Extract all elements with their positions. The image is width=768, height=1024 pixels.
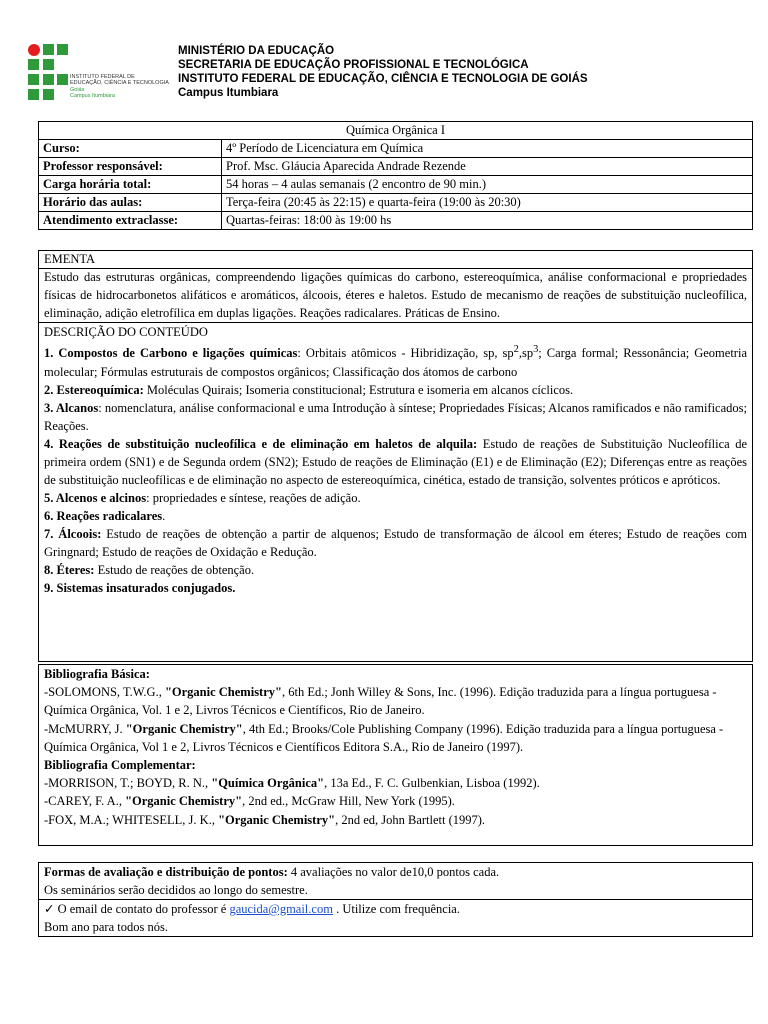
seminar-line: Os seminários serão decididos ao longo do semestre.: [44, 883, 308, 897]
ministry-line-4: Campus Itumbiara: [178, 87, 279, 99]
evaluation-box: [38, 862, 753, 900]
row-label: Horário das aulas:: [39, 194, 222, 212]
ministry-line-1: MINISTÉRIO DA EDUCAÇÃO: [178, 45, 335, 57]
row-label: Atendimento extraclasse:: [39, 212, 222, 230]
table-row: [39, 212, 753, 230]
content-item: 2. Estereoquímica: Moléculas Quirais; Isomeria constitucional; Estrutura e isomeria em alcanos cíclicos.: [44, 382, 574, 397]
table-row: [39, 194, 753, 212]
evaluation-line: Formas de avaliação e distribuição de pontos: 4 avaliações no valor de10,0 pontos cada.: [44, 865, 500, 879]
closing-line: Bom ano para todos nós.: [44, 920, 168, 934]
course-title: Química Orgânica I: [39, 122, 753, 140]
item-title: 9. Sistemas insaturados conjugados.: [44, 580, 236, 595]
contact-box: [38, 899, 753, 937]
bibliography-box: [38, 664, 753, 846]
syllabus-box: [38, 250, 753, 662]
row-value: Quartas-feiras: 18:00 às 19:00 hs: [222, 212, 753, 230]
row-value: 4º Período de Licenciatura em Química: [222, 140, 753, 158]
table-row: [39, 176, 753, 194]
item-title: 2. Estereoquímica:: [44, 382, 144, 397]
bibliography-entry: -McMURRY, J. "Organic Chemistry", 4th Ed.; Brooks/Cole Publishing Company (1996). Edição traduzida para a língua portuguesa - Química Orgânica, Vol 1 e 2, Livros Técnicos e Científicos Editora S.A., Rio de Janeiro (1997).: [44, 721, 724, 754]
ementa-text: Estudo das estruturas orgânicas, compreendendo ligações químicas do carbono, estereoquímica, análise conformacional e propriedades físicas de hidrocarbonetos alifáticos e aromáticos, álcoois, éteres e haletos. Estudo de mecanismo de reações de substituição nucleofílica, eliminação, adição eletrofílica em duplas ligações. Reações radicalares. Práticas de Ensino.: [39, 269, 752, 323]
item-title: 3. Alcanos: [44, 400, 99, 415]
logo-line-1: INSTITUTO FEDERAL DE: [70, 74, 135, 80]
bibliography-entry: -SOLOMONS, T.W.G., "Organic Chemistry", 6th Ed.; Jonh Willey & Sons, Inc. (1996). Edição traduzida para a língua portuguesa - Química Orgânica, Vol. 1 e 2, Livros Técnicos e Científicos, Rio de Janeiro.: [44, 685, 717, 718]
bibliography-entry: -MORRISON, T.; BOYD, R. N., "Química Orgânica", 13a Ed., F. C. Gulbenkian, Lisboa (1992).: [44, 776, 540, 791]
content-item: 5. Alcenos e alcinos: propriedades e síntese, reações de adição.: [44, 490, 361, 505]
contact-line: ✓ O email de contato do professor é gaucida@gmail.com . Utilize com frequência.: [44, 902, 460, 916]
row-value: Prof. Msc. Gláucia Aparecida Andrade Rezende: [222, 158, 753, 176]
item-title: 5. Alcenos e alcinos: [44, 490, 147, 505]
bibliography-entry: -CAREY, F. A., "Organic Chemistry", 2nd ed., McGraw Hill, New York (1995).: [44, 794, 455, 809]
course-title-row: [39, 122, 753, 140]
row-value: 54 horas – 4 aulas semanais (2 encontro de 90 min.): [222, 176, 753, 194]
content-item: 4. Reações de substituição nucleofílica e de eliminação em haletos de alquila: Estudo de reações de Substituição Nucleofílica de primeira ordem (SN1) e de Segunda ordem (SN2); Estudo de reações de Eliminação (E1) e de Eliminação (E2); Diferenças entre as reações de substituição nucleofílicas e de eliminação no aspecto de estereoquímica, cinética, estado de transição, solventes próticos e apróticos.: [44, 436, 747, 487]
table-row: [39, 140, 753, 158]
row-value: Terça-feira (20:45 às 22:15) e quarta-feira (19:00 às 20:30): [222, 194, 753, 212]
content-item: 8. Éteres: Estudo de reações de obtenção.: [44, 562, 255, 577]
bibliography-comp-heading: Bibliografia Complementar:: [44, 758, 196, 773]
row-label: Professor responsável:: [39, 158, 222, 176]
item-title: 8. Éteres:: [44, 562, 95, 577]
row-label: Curso:: [39, 140, 222, 158]
content-item: 3. Alcanos: nomenclatura, análise conformacional e uma Introdução à síntese; Propriedades Físicas; Alcanos ramificados e não ramificados; Reações.: [44, 400, 747, 433]
item-title: 4. Reações de substituição nucleofílica e de eliminação em haletos de alquila:: [44, 436, 478, 451]
bibliography-entry: -FOX, M.A.; WHITESELL, J. K., "Organic Chemistry", 2nd ed, John Bartlett (1997).: [44, 812, 486, 827]
logo-text: [70, 74, 169, 100]
table-row: [39, 158, 753, 176]
content-item: 1. Compostos de Carbono e ligações químicas: Orbitais atômicos - Hibridização, sp, $sp^2,sp^3$; Carga formal; Ressonância; Geometria molecular; Fórmulas estruturais de compostos orgânicos; Classificação dos átomos de carbono: [44, 344, 747, 379]
logo-line-4: Campus Itumbiara: [70, 93, 115, 100]
ministry-line-2: SECRETARIA DE EDUCAÇÃO PROFISSIONAL E TECNOLÓGICA: [178, 59, 529, 71]
ministry-heading: [178, 44, 588, 100]
bibliography-basic-heading: Bibliografia Básica:: [44, 667, 150, 681]
content-section: [39, 323, 752, 596]
document-header: [28, 40, 748, 110]
course-info-table: [38, 121, 753, 230]
item-title: 7. Álcoois:: [44, 526, 102, 541]
ministry-line-3: INSTITUTO FEDERAL DE EDUCAÇÃO, CIÊNCIA E TECNOLOGIA DE GOIÁS: [178, 73, 588, 85]
email-link[interactable]: gaucida@gmail.com: [229, 902, 333, 916]
ementa-heading: EMENTA: [39, 251, 752, 269]
content-heading: DESCRIÇÃO DO CONTEÚDO: [44, 325, 208, 340]
check-icon: ✓: [44, 902, 55, 916]
item-title: 1. Compostos de Carbono e ligações químicas: [44, 346, 298, 361]
content-item: [39, 579, 752, 597]
content-item: 7. Álcoois: Estudo de reações de obtenção a partir de alquenos; Estudo de transformação de álcool em éteres; Estudo de reações com Gringnard; Estudo de reações de Oxidação e Redução.: [44, 526, 747, 559]
item-title: 6. Reações radicalares: [44, 508, 163, 523]
content-item: 6. Reações radicalares.: [44, 508, 166, 523]
logo-grid-icon: [28, 44, 70, 102]
row-label: Carga horária total:: [39, 176, 222, 194]
logo-line-2: EDUCAÇÃO, CIÊNCIA E TECNOLOGIA: [70, 80, 169, 87]
logo-line-3: Goiás: [70, 86, 85, 93]
institute-logo: [28, 44, 173, 108]
